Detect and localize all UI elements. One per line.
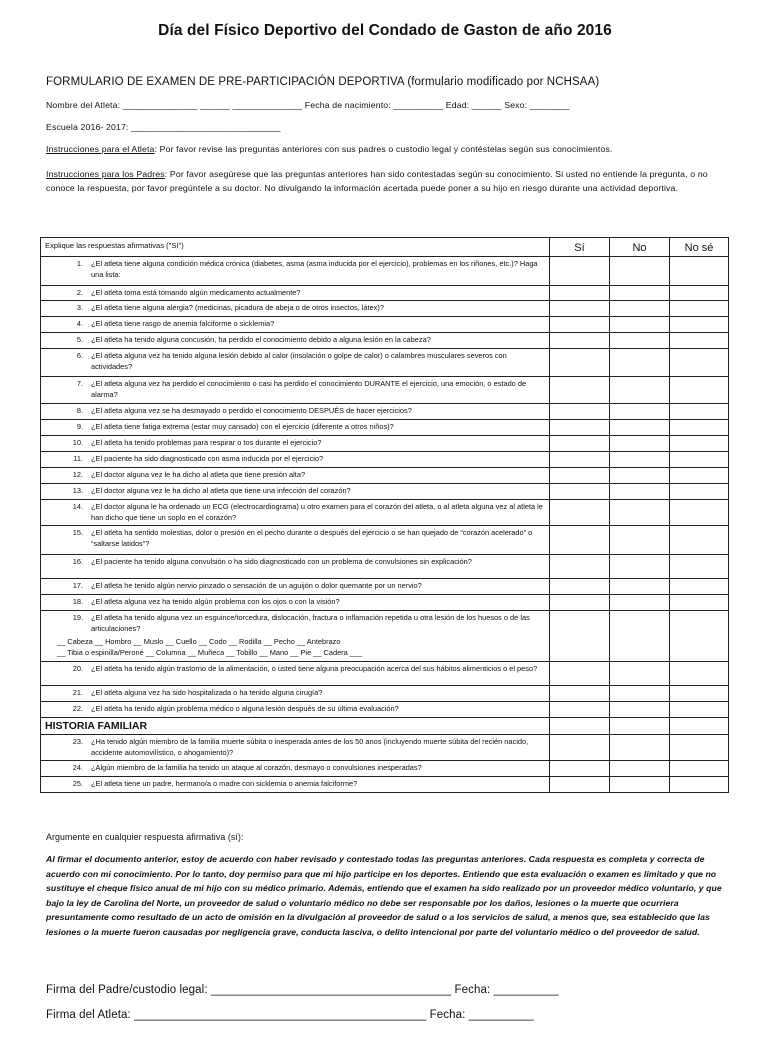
question-text: ¿El atleta ha sentido molestias, dolor o presión en el pecho durante o después del ejercicio o se han quejado de “corazón acelerado” o “saltarse latidos”? bbox=[91, 528, 533, 549]
answer-unsure-q11[interactable] bbox=[670, 467, 729, 483]
answer-unsure-q13[interactable] bbox=[670, 499, 729, 525]
answer-yes-f1[interactable] bbox=[550, 761, 610, 777]
question-cell bbox=[41, 526, 550, 555]
question-cell bbox=[41, 419, 550, 435]
question-cell bbox=[41, 286, 550, 301]
question-wrap bbox=[41, 500, 549, 525]
question-number: 23. bbox=[72, 737, 83, 747]
answer-unsure-q4[interactable] bbox=[670, 333, 729, 349]
table-row bbox=[41, 662, 729, 686]
question-text: ¿El atleta alguna vez ha perdido el conocimiento o casi ha perdido el conocimiento DURANTE el ejercicio, una emoción, o estado de alarma? bbox=[91, 379, 527, 400]
table-row bbox=[41, 686, 729, 702]
answer-yes-q3[interactable] bbox=[550, 317, 610, 333]
answer-no-f0[interactable] bbox=[610, 735, 670, 761]
question-cell bbox=[41, 686, 550, 702]
no-column-header: No bbox=[610, 238, 670, 257]
athlete-instructions-text: : Por favor revise las preguntas anteriores con sus padres o custodio legal y contéstelas según sus conocimientos. bbox=[154, 144, 613, 154]
answer-no-q8[interactable] bbox=[610, 419, 670, 435]
question-wrap bbox=[41, 595, 549, 609]
question-number: 11. bbox=[73, 453, 83, 463]
question-number: 1. bbox=[76, 259, 83, 268]
answer-unsure-q19[interactable] bbox=[670, 662, 729, 686]
question-text: ¿El atleta alguna vez se ha desmayado o perdido el conocimiento DESPUÉS de hacer ejercicios? bbox=[91, 405, 412, 415]
answer-yes-q16[interactable] bbox=[550, 579, 610, 595]
question-text: ¿Algún miembro de la familia ha tenido un ataque al corazón, desmayo o convulsiones inesperadas? bbox=[91, 763, 422, 773]
table-row bbox=[41, 499, 729, 525]
answer-no-q21[interactable] bbox=[610, 702, 670, 718]
question-wrap bbox=[41, 777, 549, 791]
question-wrap bbox=[41, 317, 549, 331]
answer-yes-q15[interactable] bbox=[550, 555, 610, 579]
consent-disclaimer: Al firmar el documento anterior, estoy de acuerdo con haber revisado y contestado todas las preguntas anteriores. Cada respuesta es completa y correcta de acuerdo con mi conocimiento. Por lo tanto, doy permiso para que mi hijo participe en los deportes. Entiendo que esta evaluación o examen es limitado y que no sustituye el cheque físico anual de mi hijo con su médico primario. Además, entiendo que el examen ha sido realizado por un proveedor médico voluntario, y que bajo la ley de Carolina del Norte, un proveedor de salud o voluntario médico no debe ser responsable por los daños, lesiones o la muerte que ocurriera presuntamente como resultado de un acto de omisión en la divulgación al proveedor de salud o a los servicios de salud, a menos que, sea establecido que las lesiones o la muerte fueron causadas por negligencia grave, conducta lasciva, o delito intencional por parte del voluntario médico o del proveedor de salud. bbox=[46, 854, 722, 937]
table-row bbox=[41, 317, 729, 333]
question-cell bbox=[41, 595, 550, 611]
question-wrap bbox=[41, 611, 549, 636]
answer-no-q13[interactable] bbox=[610, 499, 670, 525]
answer-no-q3[interactable] bbox=[610, 317, 670, 333]
table-row bbox=[41, 403, 729, 419]
question-cell bbox=[41, 257, 550, 286]
answer-unsure-f0[interactable] bbox=[670, 735, 729, 761]
question-text: ¿El atleta ha tenido algún problema médico o alguna lesión después de su última evaluación? bbox=[91, 704, 399, 714]
answer-unsure-q5[interactable] bbox=[670, 349, 729, 377]
table-row bbox=[41, 555, 729, 579]
answer-yes-q10[interactable] bbox=[550, 451, 610, 467]
table-row bbox=[41, 467, 729, 483]
page-title: Día del Físico Deportivo del Condado de Gaston de año 2016 bbox=[158, 22, 612, 39]
answer-yes-q13[interactable] bbox=[550, 499, 610, 525]
unsure-column-header: No sé bbox=[670, 238, 729, 257]
question-wrap bbox=[41, 702, 549, 716]
answer-yes-f2[interactable] bbox=[550, 777, 610, 793]
question-number: 20. bbox=[72, 664, 83, 674]
answer-yes-q20[interactable] bbox=[550, 686, 610, 702]
question-wrap bbox=[41, 333, 549, 347]
question-wrap bbox=[41, 286, 549, 300]
table-row bbox=[41, 257, 729, 286]
answer-unsure-q3[interactable] bbox=[670, 317, 729, 333]
questions-table bbox=[40, 237, 729, 793]
question-number: 7. bbox=[76, 379, 83, 389]
question-cell bbox=[41, 662, 550, 686]
answer-unsure-q12[interactable] bbox=[670, 483, 729, 499]
answer-yes-q14[interactable] bbox=[550, 526, 610, 555]
table-row bbox=[41, 419, 729, 435]
question-wrap bbox=[41, 484, 549, 498]
answer-yes-q17[interactable] bbox=[550, 595, 610, 611]
answer-yes-q0[interactable] bbox=[550, 257, 610, 286]
table-row bbox=[41, 349, 729, 377]
school-line[interactable]: Escuela 2016- 2017: ______________________________ bbox=[46, 122, 281, 132]
question-text: ¿El atleta alguna vez ha tenido alguna lesión debido al calor (insolación o golpe de calor) o calambres musculares severos con actividades? bbox=[91, 351, 507, 372]
answer-no-q1[interactable] bbox=[610, 286, 670, 301]
question-text: ¿El paciente ha sido diagnosticado con asma inducida por el ejercicio? bbox=[91, 453, 324, 463]
answer-yes-q12[interactable] bbox=[550, 483, 610, 499]
question-number: 6. bbox=[76, 351, 83, 361]
table-row bbox=[41, 579, 729, 595]
question-number: 2. bbox=[76, 288, 83, 297]
table-row bbox=[41, 286, 729, 301]
answer-unsure-q2[interactable] bbox=[670, 301, 729, 317]
answer-no-q15[interactable] bbox=[610, 555, 670, 579]
answer-unsure-q16[interactable] bbox=[670, 579, 729, 595]
question-cell bbox=[41, 333, 550, 349]
answer-no-q12[interactable] bbox=[610, 483, 670, 499]
answer-no-q6[interactable] bbox=[610, 377, 670, 403]
form-subtitle: FORMULARIO DE EXAMEN DE PRE-PARTICIPACIÓN DEPORTIVA (formulario modificado por NCHSAA) bbox=[46, 76, 600, 88]
answer-no-q19[interactable] bbox=[610, 662, 670, 686]
answer-no-q10[interactable] bbox=[610, 451, 670, 467]
table-row bbox=[41, 595, 729, 611]
question-text: ¿El atleta tiene fatiga extrema (estar muy cansado) con el ejercicio (diferente a otros niños)? bbox=[91, 421, 394, 431]
question-cell bbox=[41, 377, 550, 403]
family-history-blank-cell bbox=[670, 718, 729, 735]
explain-header: Explique las respuestas afirmativas ("Sí") bbox=[41, 238, 550, 257]
question-wrap bbox=[41, 735, 549, 760]
question-cell bbox=[41, 467, 550, 483]
answer-yes-q2[interactable] bbox=[550, 301, 610, 317]
answer-yes-q6[interactable] bbox=[550, 377, 610, 403]
family-history-title: HISTORIA FAMILIAR bbox=[41, 718, 550, 735]
question-cell bbox=[41, 555, 550, 579]
table-row bbox=[41, 333, 729, 349]
answer-yes-q4[interactable] bbox=[550, 333, 610, 349]
question-wrap bbox=[41, 436, 549, 450]
question-wrap bbox=[41, 349, 549, 374]
answer-unsure-q9[interactable] bbox=[670, 435, 729, 451]
question-text: ¿El atleta ha tenido alguna concusión, ha perdido el conocimiento debido a alguna lesión en la cabeza? bbox=[91, 335, 431, 345]
answer-yes-q19[interactable] bbox=[550, 662, 610, 686]
answer-no-f1[interactable] bbox=[610, 761, 670, 777]
question-number: 9. bbox=[76, 421, 83, 431]
question-number: 8. bbox=[76, 405, 83, 415]
question-text: ¿El atleta tiene alguna alergia? (medicinas, picadura de abeja o de otros insectos, látex)? bbox=[91, 303, 384, 313]
answer-no-f2[interactable] bbox=[610, 777, 670, 793]
question-wrap bbox=[41, 526, 549, 551]
athlete-info-line[interactable]: Nombre del Atleta: _______________ ______ ______________ Fecha de nacimiento: __________ Edad: ______ Sexo: ________ bbox=[46, 100, 570, 110]
question-cell bbox=[41, 735, 550, 761]
question-cell bbox=[41, 435, 550, 451]
question-wrap bbox=[41, 579, 549, 593]
answer-no-q17[interactable] bbox=[610, 595, 670, 611]
answer-no-q0[interactable] bbox=[610, 257, 670, 286]
answer-unsure-q0[interactable] bbox=[670, 257, 729, 286]
answer-yes-q9[interactable] bbox=[550, 435, 610, 451]
question-cell bbox=[41, 483, 550, 499]
question-text: ¿Ha tenido algún miembro de la familia muerte súbita o inesperada antes de los 50 anos (incluyendo muerte súbita del recién nacido, accidente automovilístico, o ahogamiento)? bbox=[91, 737, 529, 758]
answer-no-q5[interactable] bbox=[610, 349, 670, 377]
answer-unsure-q18[interactable] bbox=[670, 611, 729, 662]
answer-unsure-q21[interactable] bbox=[670, 702, 729, 718]
question-text: ¿El atleta tiene un padre, hermano/a o madre con sicklemia o anemia falciforme? bbox=[91, 779, 358, 789]
answer-unsure-q20[interactable] bbox=[670, 686, 729, 702]
question-number: 12. bbox=[72, 469, 83, 479]
question-wrap bbox=[41, 377, 549, 402]
question-text: ¿El atleta toma está tomando algún medicamento actualmente? bbox=[91, 288, 301, 297]
question-wrap bbox=[41, 662, 549, 676]
answer-no-q9[interactable] bbox=[610, 435, 670, 451]
question-wrap bbox=[41, 420, 549, 434]
question-wrap bbox=[41, 468, 549, 482]
question-text: ¿El atleta ha tenido algún trastorno de la alimentación, o usted tiene alguna preocupación acerca del sus hábitos alimenticios o el peso? bbox=[91, 664, 538, 674]
answer-unsure-q7[interactable] bbox=[670, 403, 729, 419]
table-row bbox=[41, 777, 729, 793]
question-text: ¿El atleta alguna vez ha sido hospitalizada o ha tenido alguna cirugía? bbox=[91, 688, 323, 698]
answer-unsure-q15[interactable] bbox=[670, 555, 729, 579]
question-wrap bbox=[41, 452, 549, 466]
family-history-row bbox=[41, 718, 729, 735]
question-cell bbox=[41, 451, 550, 467]
yes-column-header: Sí bbox=[550, 238, 610, 257]
answer-yes-q7[interactable] bbox=[550, 403, 610, 419]
athlete-instructions-label: Instrucciones para el Atleta bbox=[46, 144, 155, 154]
answer-no-q14[interactable] bbox=[610, 526, 670, 555]
answer-no-q2[interactable] bbox=[610, 301, 670, 317]
answer-unsure-q6[interactable] bbox=[670, 377, 729, 403]
answer-yes-f0[interactable] bbox=[550, 735, 610, 761]
body-parts-list-2[interactable]: __ Tibia o espinilla/Peroné __ Columna __ Muñeca __ Tobillo __ Mano __ Pie __ Cadera ___ bbox=[57, 648, 363, 658]
question-cell bbox=[41, 403, 550, 419]
answer-no-q4[interactable] bbox=[610, 333, 670, 349]
answer-yes-q21[interactable] bbox=[550, 702, 610, 718]
answer-no-q20[interactable] bbox=[610, 686, 670, 702]
answer-yes-q1[interactable] bbox=[550, 286, 610, 301]
answer-no-q18[interactable] bbox=[610, 611, 670, 662]
table-row bbox=[41, 377, 729, 403]
athlete-signature-line[interactable]: Firma del Atleta: _____________________________________________ Fecha: __________ bbox=[46, 1009, 534, 1021]
question-text: ¿El doctor alguna le ha ordenado un ECG (electrocardiograma) u otro examen para el corazón del atleta, o al atleta alguna vez al atleta le han dicho que tiene un soplo en el corazón? bbox=[91, 501, 543, 522]
answer-yes-q18[interactable] bbox=[550, 611, 610, 662]
question-number: 13. bbox=[72, 485, 83, 495]
question-number: 17. bbox=[72, 581, 83, 591]
question-text: ¿El atleta tiene alguna condición médica crónica (diabetes, asma (asma inducida por el ejercicio), problemas en los riñones, etc.)? Haga una lista: bbox=[91, 259, 538, 280]
question-wrap bbox=[41, 257, 549, 282]
question-number: 21. bbox=[72, 688, 83, 698]
question-text: ¿El doctor alguna vez le ha dicho al atleta que tiene presión alta? bbox=[91, 469, 306, 479]
question-text: ¿El atleta ha tenido alguna vez un esguince/torcedura, dislocación, fractura o inflamación repetida u otra lesión de los huesos o de las articulaciones? bbox=[91, 613, 530, 634]
question-cell bbox=[41, 301, 550, 317]
question-text: ¿El atleta ha tenido problemas para respirar o tos durante el ejercicio? bbox=[91, 437, 322, 447]
parent-instructions bbox=[46, 167, 734, 195]
question-text: ¿El paciente ha tenido alguna convulsión o ha sido diagnosticado con un problema de convulsiones sin explicación? bbox=[91, 557, 472, 567]
question-number: 3. bbox=[76, 303, 83, 313]
question-number: 25. bbox=[72, 779, 83, 789]
answer-unsure-q17[interactable] bbox=[670, 595, 729, 611]
question-text: ¿El doctor alguna vez le ha dicho al atleta que tiene una infección del corazón? bbox=[91, 485, 351, 495]
question-number: 22. bbox=[72, 704, 83, 714]
question-cell bbox=[41, 611, 550, 662]
table-row bbox=[41, 611, 729, 662]
question-text: ¿El atleta tiene rasgo de anemia falciforme o sicklemia? bbox=[91, 319, 275, 329]
athlete-instructions bbox=[46, 144, 734, 154]
table-row bbox=[41, 301, 729, 317]
question-wrap bbox=[41, 686, 549, 700]
question-cell bbox=[41, 702, 550, 718]
table-header-row bbox=[41, 238, 729, 257]
answer-no-q16[interactable] bbox=[610, 579, 670, 595]
question-cell bbox=[41, 777, 550, 793]
table-row bbox=[41, 735, 729, 761]
answer-no-q11[interactable] bbox=[610, 467, 670, 483]
family-history-blank-cell bbox=[610, 718, 670, 735]
answer-yes-q11[interactable] bbox=[550, 467, 610, 483]
affirmative-explanation-label: Argumente en cualquier respuesta afirmativa (sí): bbox=[46, 832, 244, 842]
table-row bbox=[41, 526, 729, 555]
family-history-blank-cell bbox=[550, 718, 610, 735]
table-row bbox=[41, 435, 729, 451]
question-number: 15. bbox=[72, 528, 83, 538]
table-row bbox=[41, 702, 729, 718]
question-wrap bbox=[41, 404, 549, 418]
question-cell bbox=[41, 349, 550, 377]
question-number: 5. bbox=[76, 335, 83, 345]
answer-no-q7[interactable] bbox=[610, 403, 670, 419]
question-number: 10. bbox=[72, 437, 83, 447]
answer-yes-q5[interactable] bbox=[550, 349, 610, 377]
question-number: 16. bbox=[72, 557, 83, 567]
answer-unsure-q1[interactable] bbox=[670, 286, 729, 301]
question-number: 19. bbox=[72, 613, 83, 623]
question-number: 4. bbox=[76, 319, 83, 329]
table-row bbox=[41, 483, 729, 499]
table-row bbox=[41, 451, 729, 467]
question-text: ¿El atleta he tenido algún nervio pinzado o sensación de un aguijón o dolor quemante por un nervio? bbox=[91, 581, 422, 591]
question-wrap bbox=[41, 761, 549, 775]
table-row bbox=[41, 761, 729, 777]
question-wrap bbox=[41, 301, 549, 315]
question-cell bbox=[41, 317, 550, 333]
question-number: 24. bbox=[72, 763, 83, 773]
question-number: 18. bbox=[72, 597, 83, 607]
question-cell bbox=[41, 499, 550, 525]
question-text: ¿El atleta alguna vez ha tenido algún problema con los ojos o con la visión? bbox=[91, 597, 340, 607]
parent-instructions-label: Instrucciones para los Padres bbox=[46, 169, 165, 179]
answer-unsure-f1[interactable] bbox=[670, 761, 729, 777]
body-parts-list-1[interactable]: __ Cabeza __ Hombro __ Muslo __ Cuello __ Codo __ Rodilla __ Pecho __ Antebrazo bbox=[57, 637, 341, 647]
answer-unsure-q14[interactable] bbox=[670, 526, 729, 555]
question-wrap bbox=[41, 555, 549, 569]
answer-unsure-f2[interactable] bbox=[670, 777, 729, 793]
answer-unsure-q10[interactable] bbox=[670, 451, 729, 467]
question-cell bbox=[41, 761, 550, 777]
parent-signature-line[interactable]: Firma del Padre/custodio legal: _____________________________________ Fecha: __________ bbox=[46, 984, 559, 996]
question-cell bbox=[41, 579, 550, 595]
answer-unsure-q8[interactable] bbox=[670, 419, 729, 435]
answer-yes-q8[interactable] bbox=[550, 419, 610, 435]
parent-instructions-text: : Por favor asegúrese que las preguntas anteriores han sido contestadas según su conocimiento. Si usted no entiende la pregunta, o no conoce la respuesta, por favor pregúntele a su doctor. No divulgando la información acertada puede poner a su hijo en riesgo durante una actividad deportiva. bbox=[46, 169, 708, 193]
question-number: 14. bbox=[72, 501, 83, 511]
